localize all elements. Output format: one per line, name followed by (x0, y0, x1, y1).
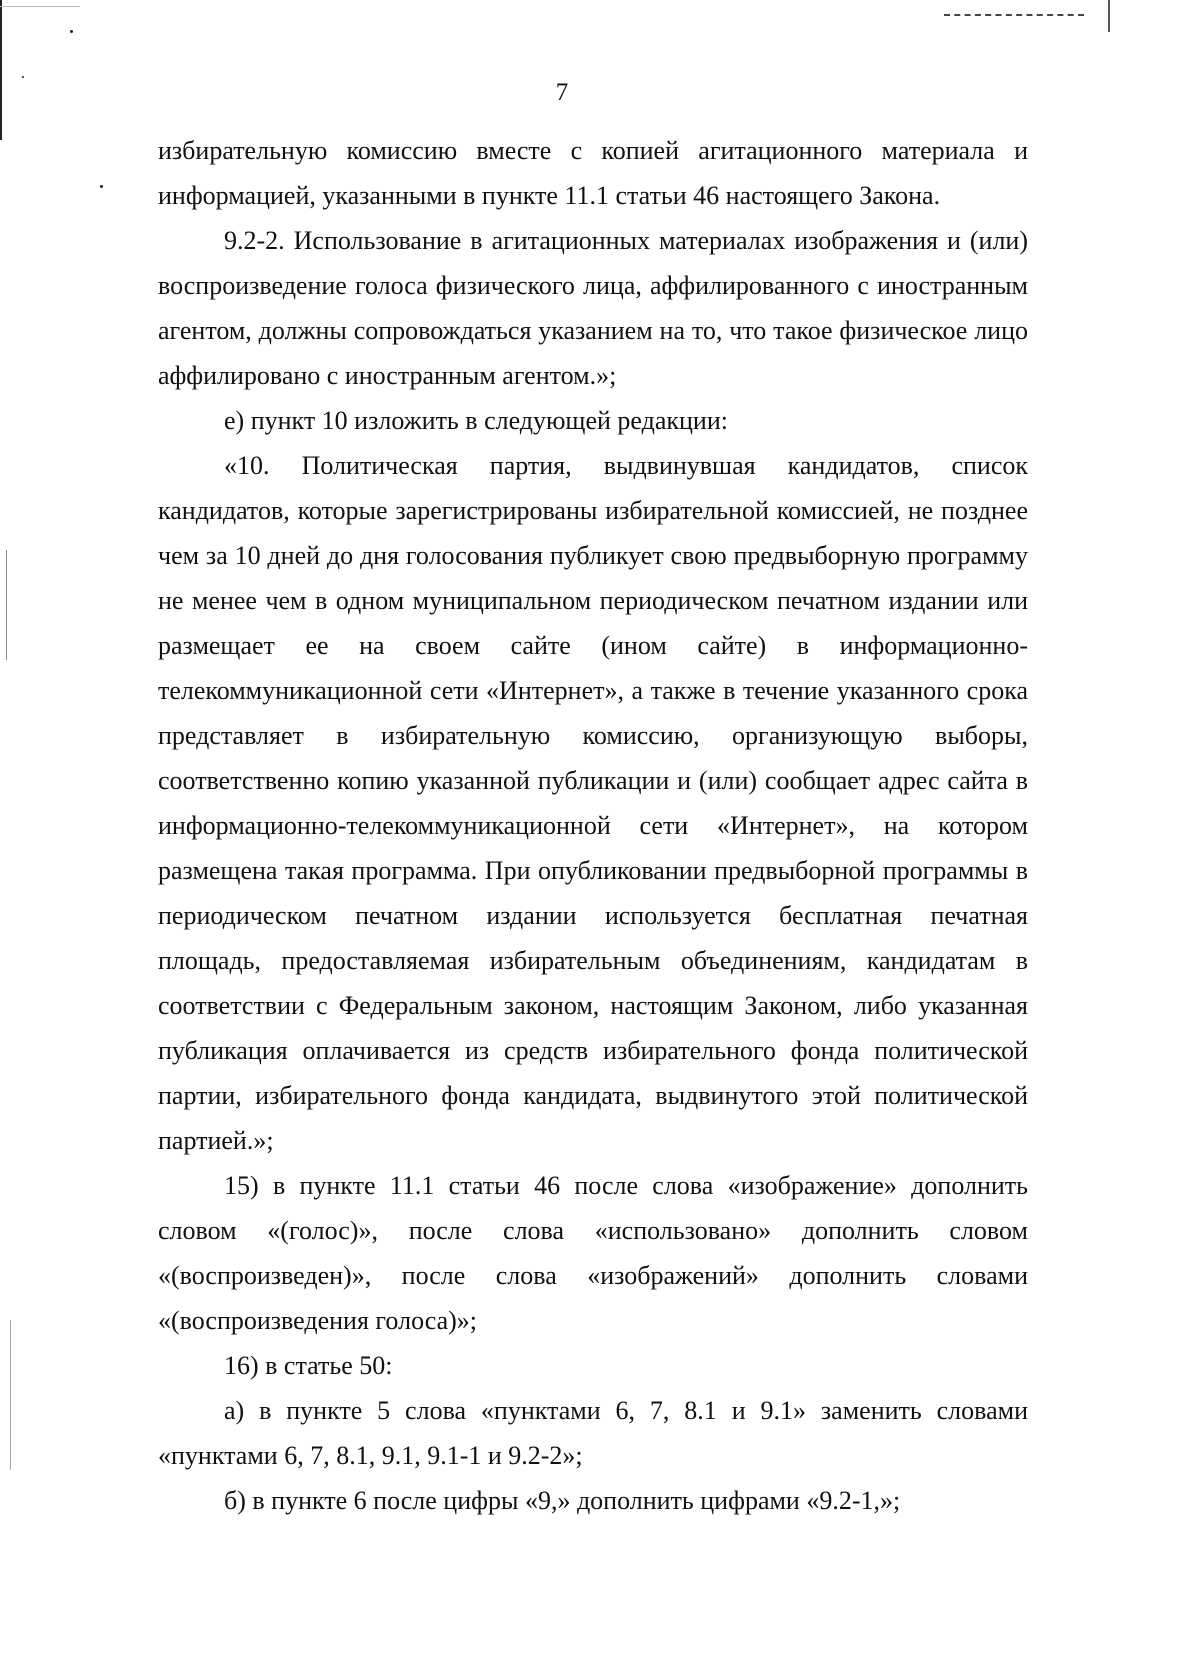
paragraph: 16) в статье 50: (224, 1351, 393, 1380)
paragraph: 15) в пункте 11.1 статьи 46 после слова «изображение» дополнить словом «(голос)», после слова «использовано» дополнить словом «(воспроизведен)», после слова «изображений» дополнить словами «(воспроизведения голоса)»; (158, 1171, 1028, 1335)
paragraph: е) пункт 10 изложить в следующей редакции: (224, 406, 728, 435)
scan-edge-mark (1108, 0, 1110, 32)
scan-speck (70, 30, 73, 33)
scan-edge-mark (0, 0, 2, 140)
paragraph: б) в пункте 6 после цифры «9,» дополнить цифрами «9.2-1,»; (224, 1486, 901, 1515)
document-body (158, 128, 1028, 1523)
paragraph: «10. Политическая партия, выдвинувшая кандидатов, список кандидатов, которые зарегистрированы избирательной комиссией, не позднее чем за 10 дней до дня голосования публикует свою предвыборную программу не менее чем в одном муниципальном периодическом печатном издании или размещает ее на своем сайте (ином сайте) в информационно-телекоммуникационной сети «Интернет», а также в течение указанного срока представляет в избирательную комиссию, организующую выборы, соответственно копию указанной публикации и (или) сообщает адрес сайта в информационно-телекоммуникационной сети «Интернет», на котором размещена такая программа. При опубликовании предвыборной программы в периодическом печатном издании используется бесплатная печатная площадь, предоставляемая избирательным объединениям, кандидатам в соответствии с Федеральным законом, настоящим Законом, либо указанная публикация оплачивается из средств избирательного фонда политической партии, избирательного фонда кандидата, выдвинутого этой политической партией.»; (158, 451, 1028, 1155)
paragraph: избирательную комиссию вместе с копией агитационного материала и информацией, указанными в пункте 11.1 статьи 46 настоящего Закона. (158, 136, 1028, 210)
scan-edge-mark (0, 6, 80, 7)
scan-edge-mark (6, 550, 7, 660)
paragraph: 9.2-2. Использование в агитационных материалах изображения и (или) воспроизведение голоса физического лица, аффилированного с иностранным агентом, должны сопровождаться указанием на то, что такое физическое лицо аффилировано с иностранным агентом.»; (158, 226, 1028, 390)
page-number: 7 (555, 79, 569, 106)
scan-edge-mark (10, 1320, 11, 1470)
scan-edge-mark (944, 14, 1084, 18)
scan-speck (100, 185, 103, 188)
paragraph: а) в пункте 5 слова «пунктами 6, 7, 8.1 и 9.1» заменить словами «пунктами 6, 7, 8.1, 9.1, 9.1-1 и 9.2-2»; (158, 1396, 1028, 1470)
